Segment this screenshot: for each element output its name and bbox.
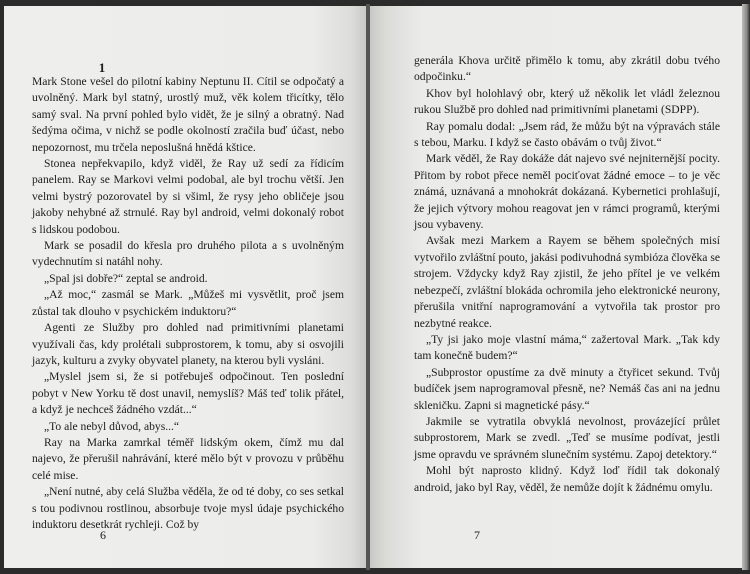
paragraph: „Subprostor opustíme za dvě minuty a čtyřicet sekund. Tvůj budíček jsem naprogramoval přesně, ne? Nemáš čas ani na jednu skleničku. Zapni si magnetické pásy.“ [414,365,720,412]
right-page [370,6,742,568]
paragraph: Stonea nepřekvapilo, když viděl, že Ray už sedí za řídicím panelem. Ray se Markovi velmi podobal, ale byl trochu větší. Jen velmi bystrý pozorovatel by si všiml, že rysy jeho obličeje jsou jakoby nehybné až strnulé. Ray byl android, velmi dokonalý robot s lidskou podobou. [32,157,344,236]
paragraph: „Není nutné, aby celá Služba věděla, že od té doby, co ses setkal s tou podivnou rostlinou, absorbuje tvoje mysl údaje psychického induktoru desetkrát rychleji. Což by [32,485,344,531]
paragraph: Ray pomalu dodal: „Jsem rád, že můžu být na výpravách stále s tebou, Marku. I když se často obávám o tvůj život.“ [414,119,720,150]
page-edge [742,4,750,570]
right-page-text [414,53,720,496]
paragraph: Ray na Marka zamrkal téměř lidským okem, čímž mu dal najevo, že přerušil nahrávání, které mělo být v provozu v průběhu celé mise. [32,435,344,482]
page-number: 6 [100,528,106,542]
paragraph: Mark věděl, že Ray dokáže dát najevo své nejniternější pocity. Přitom by robot přece neměl pociťovat žádné emoce – to je věc známá, uznávaná a mnohokrát dokázaná. Kybernetici prohlašují, že jejich výtvory mohou reagovat jen v rámci programů, kterými jsou vybaveny. [414,152,720,232]
left-page [4,6,366,568]
paragraph: Jakmile se vytratila obvyklá nevolnost, provázející průlet subprostorem, Mark se zvedl. „Teď se musíme podívat, jestli jsme opravdu ve správném slunečním systému. Zapoj detektory.“ [414,414,720,461]
paragraph: Mohl být naprosto klidný. Když loď řídil tak dokonalý android, jako byl Ray, věděl, že nemůže dojít k žádnému omylu. [414,464,720,494]
paragraph: Avšak mezi Markem a Rayem se během společných misí vytvořilo zvláštní pouto, jakási podivuhodná symbióza člověka se strojem. Vždycky když Ray zjistil, že jeho přítel je ve velkém nebezpečí, zvláštní blokáda ochromila jeho elektronické neurony, přerušila vnitřní naprogramování a vytvořila tak prostor pro nezbytné reakce. [414,234,720,330]
paragraph: „Ty jsi jako moje vlastní máma,“ zažertoval Mark. „Tak kdy tam konečně budem?“ [414,332,720,363]
page-number: 7 [474,528,480,542]
paragraph: Mark Stone vešel do pilotní kabiny Neptunu II. Cítil se odpočatý a uvolněný. Mark byl statný, urostlý muž, věk kolem třicítky, tělo samý sval. Na první pohled bylo vidět, že je silný a obratný. Nad šedýma očima, v nichž se podle okolností zračila buď účast, nebo nepozornost, mu trčela neposlušná hnědá kštice. [32,75,344,154]
left-page-text [32,74,344,533]
paragraph: Khov byl holohlavý obr, který už několik let vládl železnou rukou Službě pro dohled nad primitivními planetami (SDPP). [414,86,720,117]
chapter-number: 1 [98,60,106,75]
paragraph: Mark se posadil do křesla pro druhého pilota a s uvolněným vydechnutím si natáhl nohy. [32,239,344,269]
paragraph: Agenti ze Služby pro dohled nad primitivními planetami využívali čas, kdy prolétali subprostorem, k tomu, aby si osvojili jazyk, kulturu a zvyky obyvatel planety, na kterou byli vysláni. [32,321,344,367]
paragraph: „Až moc,“ zasmál se Mark. „Můžeš mi vysvětlit, proč jsem zůstal tak dlouho v psychickém induktoru?“ [32,288,344,318]
paragraph: generála Khova určitě přimělo k tomu, aby zkrátil dobu tvého odpočinku.“ [414,54,720,84]
paragraph: „Spal jsi dobře?“ zeptal se android. [44,271,208,285]
paragraph: „To ale nebyl důvod, abys...“ [44,419,180,433]
paragraph: „Myslel jsem si, že si potřebuješ odpočinout. Ten poslední pobyt v New Yorku tě dost unavil, nemyslíš? Máš teď tolik přátel, a když je nechceš žádného vzdát...“ [32,370,344,417]
